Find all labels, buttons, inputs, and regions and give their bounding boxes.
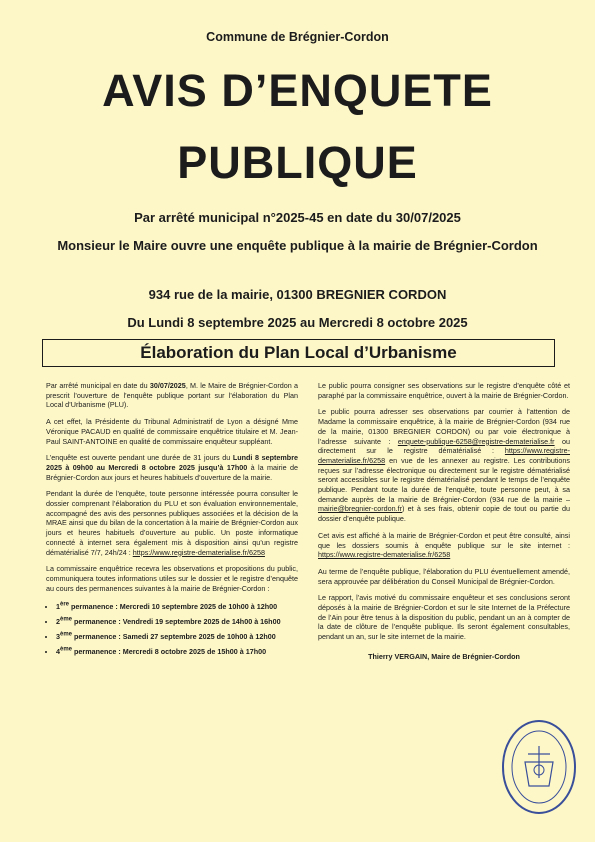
right-paragraph-1: Le public pourra consigner ses observations sur le registre d’enquête côté et paraphé par la commissaire enquêtrice, ouvert à la mairie de Brégnier-Cordon. [318,381,570,400]
mairie-email-link[interactable]: mairie@bregnier-cordon.fr [318,504,402,514]
permanences-list [46,600,298,656]
mayor-signature: Thierry VERGAIN, Maire de Brégnier-Cordon [368,651,520,661]
list-item: • 1ère permanence : Mercredi 10 septembre 2025 de 10h00 à 12h00 [56,600,298,611]
title-line-2: PUBLIQUE [177,137,418,188]
registre-link[interactable]: https://www.registre-dematerialise.fr/6258 [318,550,451,560]
left-paragraph-1: Par arrêté municipal en date du 30/07/2025, M. le Maire de Brégnier-Cordon a prescrit l’ouverture de l’enquête publique portant sur l’élaboration du Plan Local d’Urbanisme (PLU). [46,381,298,410]
commune-name: Commune de Brégnier-Cordon [206,30,389,44]
left-paragraph-2: A cet effet, la Présidente du Tribunal Administratif de Lyon a désigné Mme Véronique PACAUD en qualité de commissaire enquêtrice titulaire et M. Jean-Paul SAINT-ANTOINE en qualité de commissaire enquêteur suppléant. [46,417,298,446]
mairie-seal-stamp [500,718,578,816]
right-paragraph-4: Au terme de l’enquête publique, l’élaboration du PLU éventuellement amendé, sera approuvée par délibération du Conseil Municipal de Brégnier-Cordon. [318,566,570,586]
arrete-reference: Par arrêté municipal n°2025-45 en date du 30/07/2025 [134,210,461,225]
title-line-1: AVIS D’ENQUETE [102,65,493,116]
registre-link[interactable]: https://www.registre-dematerialise.fr/6258 [318,446,570,465]
list-item: • 2ème permanence : Vendredi 19 septembre 2025 de 14h00 à 16h00 [56,615,298,626]
list-item: • 3ème permanence : Samedi 27 septembre 2025 de 10h00 à 12h00 [56,631,298,642]
registre-link[interactable]: https://www.registre-dematerialise.fr/6258 [132,547,265,557]
right-column [318,381,570,662]
left-paragraph-3: L’enquête est ouverte pendant une durée de 31 jours du Lundi 8 septembre 2025 à 09h00 au Mercredi 8 octobre 2025 jusqu’à 17h00 à la mairie de Brégnier-Cordon aux jours et heures habituels d’ouverture de la mairie. [46,453,298,482]
enquete-dates: Du Lundi 8 septembre 2025 au Mercredi 8 octobre 2025 [127,315,468,330]
subject-banner: Élaboration du Plan Local d’Urbanisme [42,339,555,367]
left-paragraph-4: Pendant la durée de l’enquête, toute personne intéressée pourra consulter le dossier comprenant l’élaboration du PLU et son évaluation environnementale, accompagné des avis des personnes publiques associées et la décision de la MRAE ainsi que du bilan de la concertation à la mairie de Brégnier-Cordon aux jours et heures habituels d’ouverture au public. Un poste informatique connecté à internet sera également mis à disposition ainsi qu’un registre dématérialisé 7/7, 24h/24 : https://www.registre-dematerialise.fr/6258 [46,489,298,557]
maire-announcement: Monsieur le Maire ouvre une enquête publique à la mairie de Brégnier-Cordon [57,238,538,253]
enquete-email-link[interactable]: enquete-publique-6258@registre-dematerialise.fr [397,436,555,446]
right-paragraph-3: Cet avis est affiché à la mairie de Brégnier-Cordon et peut être consulté, ainsi que les dossiers soumis à enquête publique sur le site internet : https://www.registre-dematerialise.fr/6258 [318,530,570,560]
left-column [46,381,298,661]
right-paragraph-2: Le public pourra adresser ses observations par courrier à l’attention de Madame la commissaire enquêtrice, à la mairie de Brégnier-Cordon (934 rue de la mairie, 01300 BREGNIER CORDON) ou par voie électronique à l’adresse suivante : enquete-publique-6258@registre-dematerialise.fr ou directement sur le registre dématérialisé : https://www.registre-dematerialise.fr/6258 en vue de les annexer au registre. Les contributions reçues sur l’adresse électronique ou directement sur le registre dématérialisé seront accessibles sur le registre dématérialisé pendant le temps de l’enquête publique. Pendant toute la durée de l’enquête, toute personne peut, à sa demande auprès de la mairie de Brégnier-Cordon (934 rue de la mairie – mairie@bregnier-cordon.fr) et à ses frais, obtenir copie de tout ou partie du dossier d’enquête publique. [318,407,571,524]
right-paragraph-5: Le rapport, l’avis motivé du commissaire enquêteur et ses conclusions seront déposés à la mairie de Brégnier-Cordon et sur le site Internet de la Préfecture de l’Ain pour être tenus à la disposition du public, pendant un an à compter de la date de clôture de l’enquête publique. Ils seront également consultables, pendant un an, sur le site internet de la mairie. [318,593,570,642]
left-paragraph-5: La commissaire enquêtrice recevra les observations et propositions du public, communiquera toutes informations utiles sur le dossier et le registre d’enquête au cours des permanences suivantes à la mairie de Brégnier-Cordon : [46,564,298,593]
list-item: • 4ème permanence : Mercredi 8 octobre 2025 de 15h00 à 17h00 [56,646,298,657]
mairie-address: 934 rue de la mairie, 01300 BREGNIER CORDON [148,287,447,302]
